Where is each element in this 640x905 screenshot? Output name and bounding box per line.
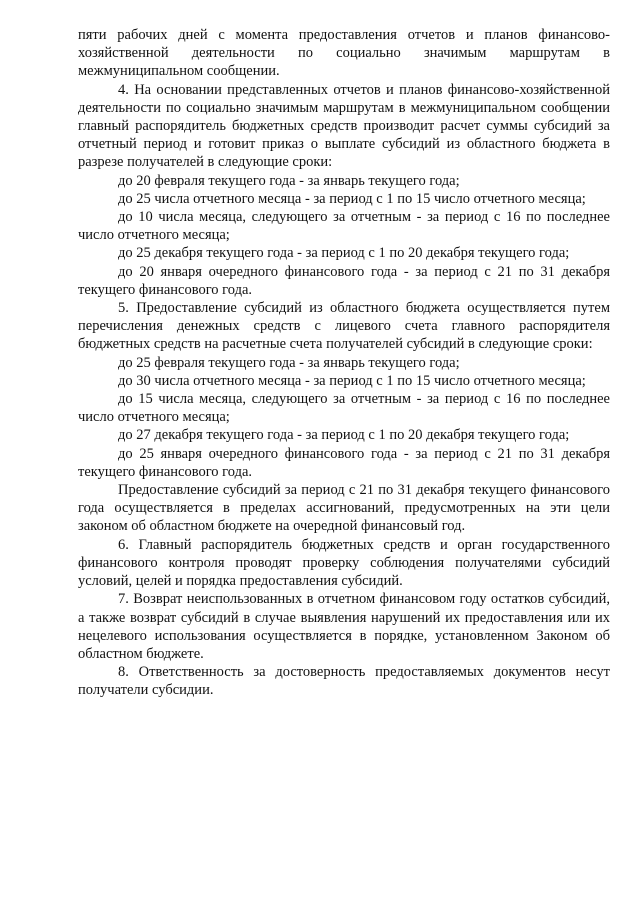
- paragraph-item-4: 4. На основании представленных отчетов и планов финансово-хозяйственной деятельности по социально значимым маршрутам в межмуниципальном сообщении главный распорядитель бюджетных средств производит расчет суммы субсидий за отчетный период и готовит приказ о выплате субсидий из областного бюджета в разрезе получателей в следующие сроки:: [78, 81, 610, 171]
- deadline-item: до 20 января очередного финансового года - за период с 21 по 31 декабря текущего финансового года.: [78, 263, 610, 298]
- paragraph-continuation: пяти рабочих дней с момента предоставления отчетов и планов финансово-хозяйственной деятельности по социально значимым маршрутам в межмуниципальном сообщении.: [78, 27, 610, 80]
- deadline-item: до 20 февраля текущего года - за январь текущего года;: [118, 172, 460, 189]
- deadline-item: до 25 декабря текущего года - за период с 1 по 20 декабря текущего года;: [118, 245, 570, 262]
- paragraph-item-7: 7. Возврат неиспользованных в отчетном финансовом году остатков субсидий, а также возврат субсидий в случае выявления нарушений их предоставления или их нецелевого использования осуществляется в порядке, установленном Законом об областном бюджете.: [78, 591, 610, 662]
- document-page: [78, 26, 610, 700]
- deadline-item: до 10 числа месяца, следующего за отчетным - за период с 16 по последнее число отчетного месяца;: [78, 209, 610, 244]
- deadline-item: до 25 февраля текущего года - за январь текущего года;: [118, 354, 460, 371]
- deadline-item: до 25 января очередного финансового года - за период с 21 по 31 декабря текущего финансового года.: [78, 445, 610, 480]
- paragraph-item-6: 6. Главный распорядитель бюджетных средств и орган государственного финансового контроля проводят проверку соблюдения получателями субсидий условий, целей и порядка предоставления субсидий.: [78, 536, 610, 590]
- paragraph-december-note: Предоставление субсидий за период с 21 по 31 декабря текущего финансового года осуществляется в пределах ассигнований, предусмотренных на эти цели законом об областном бюджете на очередной финансовый год.: [78, 482, 610, 535]
- deadline-item: до 30 числа отчетного месяца - за период с 1 по 15 число отчетного месяца;: [118, 372, 586, 389]
- deadline-item: до 25 числа отчетного месяца - за период с 1 по 15 число отчетного месяца;: [118, 190, 586, 207]
- paragraph-item-8: 8. Ответственность за достоверность предоставляемых документов несут получатели субсидии.: [78, 664, 610, 699]
- deadline-item: до 15 числа месяца, следующего за отчетным - за период с 16 по последнее число отчетного месяца;: [78, 391, 610, 426]
- deadline-item: до 27 декабря текущего года - за период с 1 по 20 декабря текущего года;: [118, 427, 570, 444]
- paragraph-item-5: 5. Предоставление субсидий из областного бюджета осуществляется путем перечисления денежных средств с лицевого счета главного распорядителя бюджетных средств на расчетные счета получателей субсидий в следующие сроки:: [78, 300, 610, 353]
